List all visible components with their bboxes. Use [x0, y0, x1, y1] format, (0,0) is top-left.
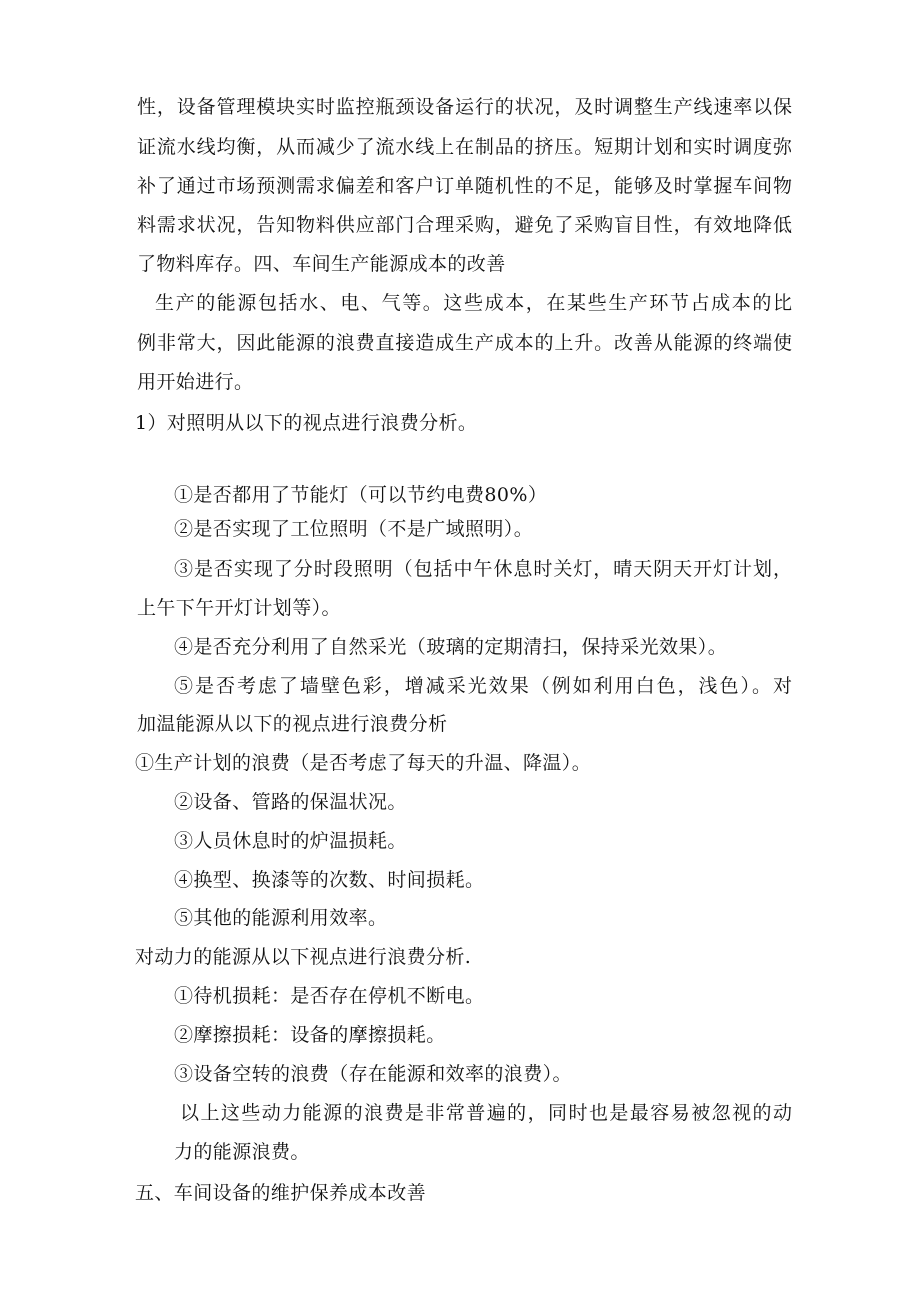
- paragraph-line: 了物料库存。四、车间生产能源成本的改善: [137, 253, 506, 275]
- list-item: ④换型、换漆等的次数、时间损耗。: [174, 869, 485, 891]
- list-item: ④是否充分利用了自然采光（玻璃的定期清扫，保持采光效果）。: [174, 636, 728, 658]
- paragraph-line: 料需求状况，告知物料供应部门合理采购，避免了采购盲目性，有效地降低: [137, 214, 792, 236]
- list-item: ①待机损耗：是否存在停机不断电。: [174, 985, 485, 1007]
- paragraph-line: 用开始进行。: [137, 371, 254, 393]
- paragraph-line: 例非常大，因此能源的浪费直接造成生产成本的上升。改善从能源的终端使: [137, 332, 792, 354]
- list-item: ③设备空转的浪费（存在能源和效率的浪费）。: [174, 1063, 572, 1085]
- list-item: ①是否都用了节能灯（可以节约电费80%）: [174, 484, 548, 506]
- list-item: ⑤其他的能源利用效率。: [174, 907, 388, 929]
- paragraph-line: 对动力的能源从以下视点进行浪费分析.: [135, 946, 472, 968]
- list-item: ②是否实现了工位照明（不是广域照明）。: [174, 518, 534, 540]
- section-heading: 五、车间设备的维护保养成本改善: [135, 1182, 427, 1204]
- paragraph-line: 加温能源从以下的视点进行浪费分析: [137, 713, 448, 735]
- list-heading: 1）对照明从以下的视点进行浪费分析。: [135, 412, 478, 434]
- list-item: ③是否实现了分时段照明（包括中午休息时关灯，晴天阴天开灯计划，: [174, 558, 792, 580]
- paragraph-line: 补了通过市场预测需求偏差和客户订单随机性的不足，能够及时掌握车间物: [137, 175, 792, 197]
- list-item: ②摩擦损耗：设备的摩擦损耗。: [174, 1024, 446, 1046]
- paragraph-line: 证流水线均衡，从而减少了流水线上在制品的挤压。短期计划和实时调度弥: [137, 136, 792, 158]
- list-item: ②设备、管路的保温状况。: [174, 791, 407, 813]
- list-item: ①生产计划的浪费（是否考虑了每天的升温、降温）。: [135, 752, 592, 774]
- paragraph-line: 性，设备管理模块实时监控瓶颈设备运行的状况，及时调整生产线速率以保: [137, 96, 792, 118]
- list-item: ③人员休息时的炉温损耗。: [174, 830, 407, 852]
- list-item: 上午下午开灯计划等）。: [137, 597, 341, 619]
- paragraph-line: 力的能源浪费。: [174, 1141, 310, 1163]
- list-item: ⑤是否考虑了墙壁色彩，增减采光效果（例如利用白色，浅色）。对: [174, 675, 792, 697]
- paragraph-line: 以上这些动力能源的浪费是非常普遍的，同时也是最容易被忽视的动: [180, 1102, 792, 1124]
- paragraph-line: 生产的能源包括水、电、气等。这些成本，在某些生产环节占成本的比: [155, 292, 792, 314]
